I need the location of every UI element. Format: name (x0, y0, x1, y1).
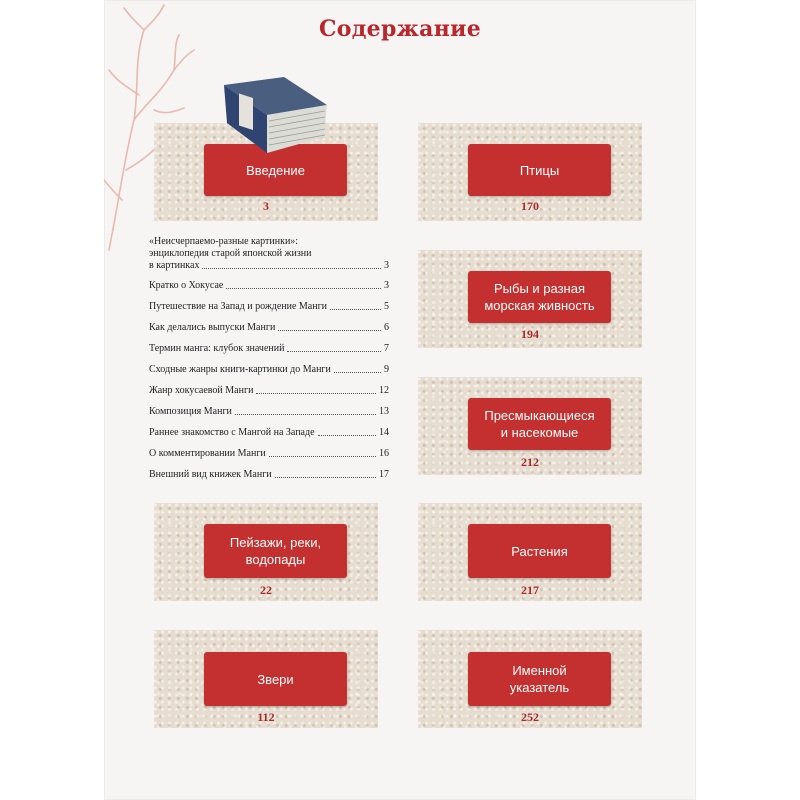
toc-entry[interactable]: Путешествие на Запад и рождение Манги 5 (149, 301, 389, 312)
section-panel-reptiles[interactable] (418, 377, 642, 475)
section-label-landscapes: Пейзажи, реки, водопады (204, 524, 347, 578)
book-box-icon (219, 75, 329, 155)
section-label-beasts: Звери (204, 652, 347, 706)
section-page-intro: 3 (263, 199, 269, 213)
section-page-reptiles: 212 (521, 455, 539, 469)
section-label-fish: Рыбы и разная морская живность (468, 271, 611, 323)
section-panel-birds[interactable] (418, 123, 642, 221)
section-page-fish: 194 (521, 327, 539, 341)
section-page-beasts: 112 (257, 710, 275, 724)
toc-entry[interactable]: О комментировании Манги 16 (149, 448, 389, 459)
section-panel-landscapes[interactable] (154, 503, 378, 601)
toc-entry[interactable]: Композиция Манги 13 (149, 406, 389, 417)
section-label-reptiles: Пресмыкающиеся и насекомые (468, 398, 611, 450)
section-panel-fish[interactable] (418, 250, 642, 348)
toc-entry[interactable]: Внешний вид книжек Манги 17 (149, 469, 389, 480)
contents-page (104, 0, 696, 800)
section-label-plants: Растения (468, 524, 611, 578)
toc-entry[interactable]: «Неисчерпаемо-разные картинки»: энциклопедия старой японской жизни в картинках 3 (149, 236, 389, 271)
toc-entry[interactable]: Термин манга: клубок значений 7 (149, 343, 389, 354)
section-label-birds: Птицы (468, 144, 611, 196)
section-panel-plants[interactable] (418, 503, 642, 601)
section-panel-beasts[interactable] (154, 630, 378, 728)
section-page-birds: 170 (521, 199, 539, 213)
toc-entry[interactable]: Жанр хокусаевой Манги 12 (149, 385, 389, 396)
toc-entry[interactable]: Как делались выпуски Манги 6 (149, 322, 389, 333)
page-title: Содержание (318, 16, 482, 42)
section-page-plants: 217 (521, 583, 539, 597)
toc-entry[interactable]: Кратко о Хокусае 3 (149, 280, 389, 291)
section-label-index: Именной указатель (468, 652, 611, 706)
toc-entry[interactable]: Сходные жанры книги-картинки до Манги 9 (149, 364, 389, 375)
section-panel-index[interactable] (418, 630, 642, 728)
toc-entry[interactable]: Раннее знакомство с Мангой на Западе 14 (149, 427, 389, 438)
section-label-intro: Введение (204, 144, 347, 196)
intro-toc (149, 236, 389, 490)
section-page-index: 252 (521, 710, 539, 724)
section-page-landscapes: 22 (260, 583, 272, 597)
